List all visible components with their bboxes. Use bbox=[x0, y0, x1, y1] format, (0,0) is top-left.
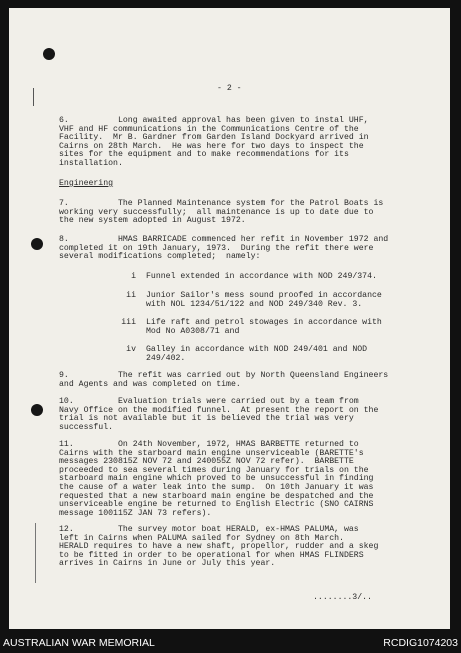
paragraph-9 bbox=[59, 372, 388, 389]
continuation-marker: ........3/.. bbox=[313, 593, 372, 602]
text-line: messages 230815Z NOV 72 and 240055Z NOV 72 refer). BARBETTE bbox=[59, 457, 354, 467]
text-line: left in Cairns when PALUMA sailed for Sydney on 8th March. bbox=[59, 533, 344, 543]
text-line: Junior Sailor's mess sound proofed in accordance bbox=[146, 291, 382, 300]
mod-text bbox=[146, 273, 377, 282]
text-line: proceeded to sea several times during January for trials on the bbox=[59, 465, 369, 475]
paragraph-7 bbox=[59, 200, 383, 226]
text-line: successful. bbox=[59, 422, 114, 432]
text-line: Navy Office on the modified funnel. At present the report on the bbox=[59, 405, 379, 415]
text-line: Funnel extended in accordance with NOD 249/374. bbox=[146, 272, 377, 281]
footer-source: AUSTRALIAN WAR MEMORIAL bbox=[3, 637, 155, 649]
text-line: completed it on 19th January, 1973. During the refit there were bbox=[59, 243, 374, 253]
text-line: message 100115Z JAN 73 refers). bbox=[59, 508, 212, 518]
text-line: 7. The Planned Maintenance system for the Patrol Boats is bbox=[59, 199, 384, 208]
text-line: trial is not available but it is believed the trial was very bbox=[59, 414, 354, 424]
text-line: 8. HMAS BARRICADE commenced her refit in November 1972 and bbox=[59, 235, 389, 244]
footer-id: RCDIG1074203 bbox=[383, 637, 458, 649]
mod-text bbox=[146, 319, 382, 336]
text-line: working very successfully; all maintenance is up to date due to bbox=[59, 207, 374, 217]
text-line: HERALD requires to have a new shaft, propellor, rudder and a skeg bbox=[59, 542, 379, 552]
mod-text bbox=[146, 346, 367, 363]
text-line: several modifications completed; namely: bbox=[59, 252, 261, 262]
document-page bbox=[9, 8, 450, 629]
text-line: Cairns on 28th March. He was here for two days to inspect the bbox=[59, 141, 364, 151]
engineering-heading: Engineering bbox=[59, 179, 114, 188]
mod-number: i bbox=[131, 272, 136, 281]
paragraph-11 bbox=[59, 441, 373, 518]
text-line: the cause of a water leak into the sump. On 10th January it was bbox=[59, 482, 374, 492]
text-line: and Agents and was completed on time. bbox=[59, 379, 241, 389]
punch-hole-middle bbox=[31, 238, 43, 250]
mod-number: iv bbox=[126, 345, 136, 354]
text-line: 11. On 24th November, 1972, HMAS BARBETTE returned to bbox=[59, 440, 359, 449]
mod-number: ii bbox=[126, 291, 136, 300]
text-line: sites for the equipment and to make recommendations for its bbox=[59, 150, 349, 160]
text-line: 10. Evaluation trials were carried out by a team from bbox=[59, 397, 359, 406]
paragraph-8 bbox=[59, 236, 388, 262]
page-number: - 2 - bbox=[217, 84, 242, 93]
text-line: requested that a new starboard main engine be despatched and the bbox=[59, 491, 374, 501]
punch-hole-bottom bbox=[31, 404, 43, 416]
paragraph-6 bbox=[59, 117, 369, 169]
text-line: 249/402. bbox=[146, 353, 186, 363]
text-line: Cairns with the starboard main engine unserviceable (BARETTE's bbox=[59, 448, 364, 458]
mod-number: iii bbox=[121, 318, 136, 327]
archive-footer bbox=[0, 629, 461, 653]
mod-text bbox=[146, 292, 382, 309]
text-line: Facility. Mr B. Gardner from Garden Island Dockyard arrived in bbox=[59, 133, 369, 143]
text-line: with NOL 1234/51/122 and NOD 249/340 Rev. 3. bbox=[146, 299, 363, 309]
text-line: to be fitted in order to be operational for when HMAS FLINDERS bbox=[59, 550, 364, 560]
text-line: arrives in Cairns in June or July this year. bbox=[59, 559, 276, 569]
text-line: VHF and HF communications in the Communications Centre of the bbox=[59, 124, 359, 134]
paragraph-10 bbox=[59, 398, 378, 432]
text-line: the new system adopted in August 1972. bbox=[59, 216, 246, 226]
text-line: Life raft and petrol stowages in accordance with bbox=[146, 318, 382, 327]
text-line: Mod No A0308/71 and bbox=[146, 326, 240, 336]
text-line: 9. The refit was carried out by North Queensland Engineers bbox=[59, 371, 389, 380]
paragraph-12 bbox=[59, 526, 378, 569]
text-line: 12. The survey motor boat HERALD, ex-HMAS PALUMA, was bbox=[59, 525, 359, 534]
margin-mark-bottom bbox=[35, 523, 36, 583]
text-line: installation. bbox=[59, 158, 123, 168]
text-line: starboard main engine which proved to be unsuccessful in finding bbox=[59, 474, 374, 484]
text-line: unserviceable engine be returned to English Electric (SNO CAIRNS bbox=[59, 500, 374, 510]
text-line: 6. Long awaited approval has been given to instal UHF, bbox=[59, 116, 369, 125]
margin-mark-top bbox=[33, 88, 34, 106]
text-line: Galley in accordance with NOD 249/401 and NOD bbox=[146, 345, 368, 354]
punch-hole-top bbox=[43, 48, 55, 60]
